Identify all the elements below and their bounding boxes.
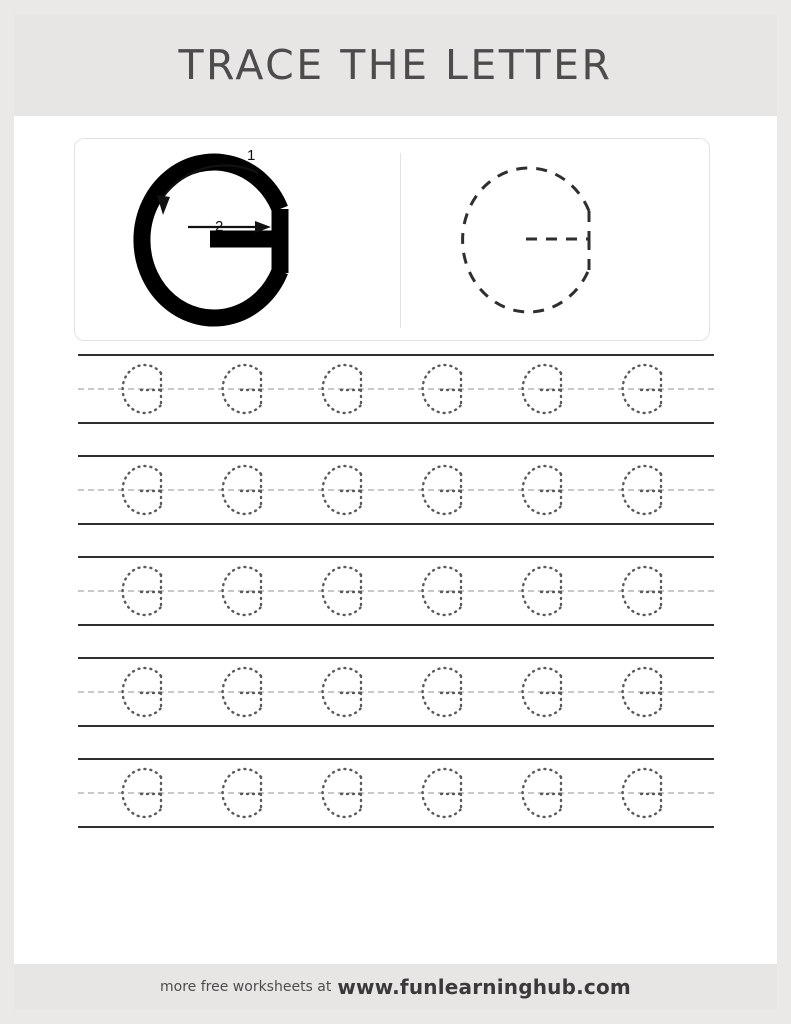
demo-card	[74, 138, 710, 341]
trace-letter-slot[interactable]	[400, 760, 500, 826]
dotted-letter-g-icon	[513, 763, 587, 825]
row-glyphs	[100, 356, 700, 422]
dotted-letter-g-icon	[413, 460, 487, 522]
dotted-letter-g-icon	[213, 460, 287, 522]
dotted-letter-g-icon	[413, 662, 487, 724]
dotted-letter-g-icon	[313, 763, 387, 825]
trace-letter-slot[interactable]	[500, 659, 600, 725]
dotted-letter-g-icon	[613, 561, 687, 623]
practice-row	[78, 657, 714, 727]
trace-letter-slot[interactable]	[600, 659, 700, 725]
trace-letter-slot[interactable]	[600, 760, 700, 826]
trace-letter-slot[interactable]	[100, 558, 200, 624]
dotted-letter-g-icon	[313, 359, 387, 421]
dotted-letter-g-icon	[613, 460, 687, 522]
trace-letter-slot[interactable]	[500, 356, 600, 422]
practice-row	[78, 354, 714, 424]
dotted-letter-g-icon	[213, 763, 287, 825]
trace-letter-slot[interactable]	[200, 558, 300, 624]
row-glyphs	[100, 457, 700, 523]
trace-letter-slot[interactable]	[300, 356, 400, 422]
trace-letter-slot[interactable]	[400, 558, 500, 624]
worksheet-header	[14, 14, 777, 116]
trace-letter-slot[interactable]	[100, 457, 200, 523]
trace-letter-slot[interactable]	[400, 356, 500, 422]
trace-letter-slot[interactable]	[200, 760, 300, 826]
dotted-letter-g-icon	[513, 662, 587, 724]
trace-letter-slot[interactable]	[600, 356, 700, 422]
dotted-letter-g-icon	[413, 763, 487, 825]
dotted-letter-g-icon	[213, 359, 287, 421]
trace-letter-slot[interactable]	[300, 558, 400, 624]
row-baseline	[78, 422, 714, 424]
dotted-letter-g-icon	[413, 359, 487, 421]
dotted-letter-g-icon	[513, 359, 587, 421]
trace-letter-slot[interactable]	[200, 356, 300, 422]
page-title: TRACE THE LETTER	[178, 41, 613, 89]
trace-letter-slot[interactable]	[400, 659, 500, 725]
footer-website-link[interactable]: www.funlearninghub.com	[337, 975, 631, 999]
row-glyphs	[100, 659, 700, 725]
trace-letter-slot[interactable]	[500, 558, 600, 624]
dotted-letter-g-icon	[613, 763, 687, 825]
dotted-letter-g-icon	[613, 359, 687, 421]
dashed-letter-g-icon	[401, 139, 710, 340]
stroke-number-2: 2	[215, 218, 224, 235]
trace-letter-slot[interactable]	[200, 457, 300, 523]
trace-letter-slot[interactable]	[600, 558, 700, 624]
dotted-letter-g-icon	[113, 763, 187, 825]
practice-row	[78, 556, 714, 626]
practice-rows	[14, 354, 777, 859]
trace-letter-slot[interactable]	[300, 659, 400, 725]
trace-letter-slot[interactable]	[200, 659, 300, 725]
trace-letter-slot[interactable]	[400, 457, 500, 523]
dotted-letter-g-icon	[113, 561, 187, 623]
dotted-letter-g-icon	[313, 561, 387, 623]
footer-prefix-text: more free worksheets at	[160, 979, 332, 995]
solid-letter-g-icon	[75, 139, 400, 340]
practice-row	[78, 455, 714, 525]
dotted-letter-g-icon	[613, 662, 687, 724]
trace-letter-slot[interactable]	[300, 457, 400, 523]
trace-letter-slot[interactable]	[500, 457, 600, 523]
row-baseline	[78, 523, 714, 525]
trace-letter-slot[interactable]	[100, 659, 200, 725]
dotted-letter-g-icon	[313, 662, 387, 724]
dotted-letter-g-icon	[313, 460, 387, 522]
dotted-letter-g-icon	[413, 561, 487, 623]
dotted-letter-g-icon	[213, 561, 287, 623]
row-glyphs	[100, 558, 700, 624]
demo-dashed-letter	[401, 139, 710, 340]
trace-letter-slot[interactable]	[300, 760, 400, 826]
row-baseline	[78, 826, 714, 828]
dotted-letter-g-icon	[113, 662, 187, 724]
dotted-letter-g-icon	[513, 561, 587, 623]
dotted-letter-g-icon	[113, 460, 187, 522]
row-baseline	[78, 624, 714, 626]
dotted-letter-g-icon	[513, 460, 587, 522]
row-glyphs	[100, 760, 700, 826]
demo-solid-letter	[75, 139, 400, 340]
trace-letter-slot[interactable]	[600, 457, 700, 523]
dotted-letter-g-icon	[213, 662, 287, 724]
practice-row	[78, 758, 714, 828]
row-baseline	[78, 725, 714, 727]
dotted-letter-g-icon	[113, 359, 187, 421]
trace-letter-slot[interactable]	[100, 356, 200, 422]
trace-letter-slot[interactable]	[100, 760, 200, 826]
trace-letter-slot[interactable]	[500, 760, 600, 826]
stroke-number-1: 1	[247, 147, 256, 164]
worksheet-footer	[14, 964, 777, 1010]
worksheet-inner	[14, 14, 777, 1010]
